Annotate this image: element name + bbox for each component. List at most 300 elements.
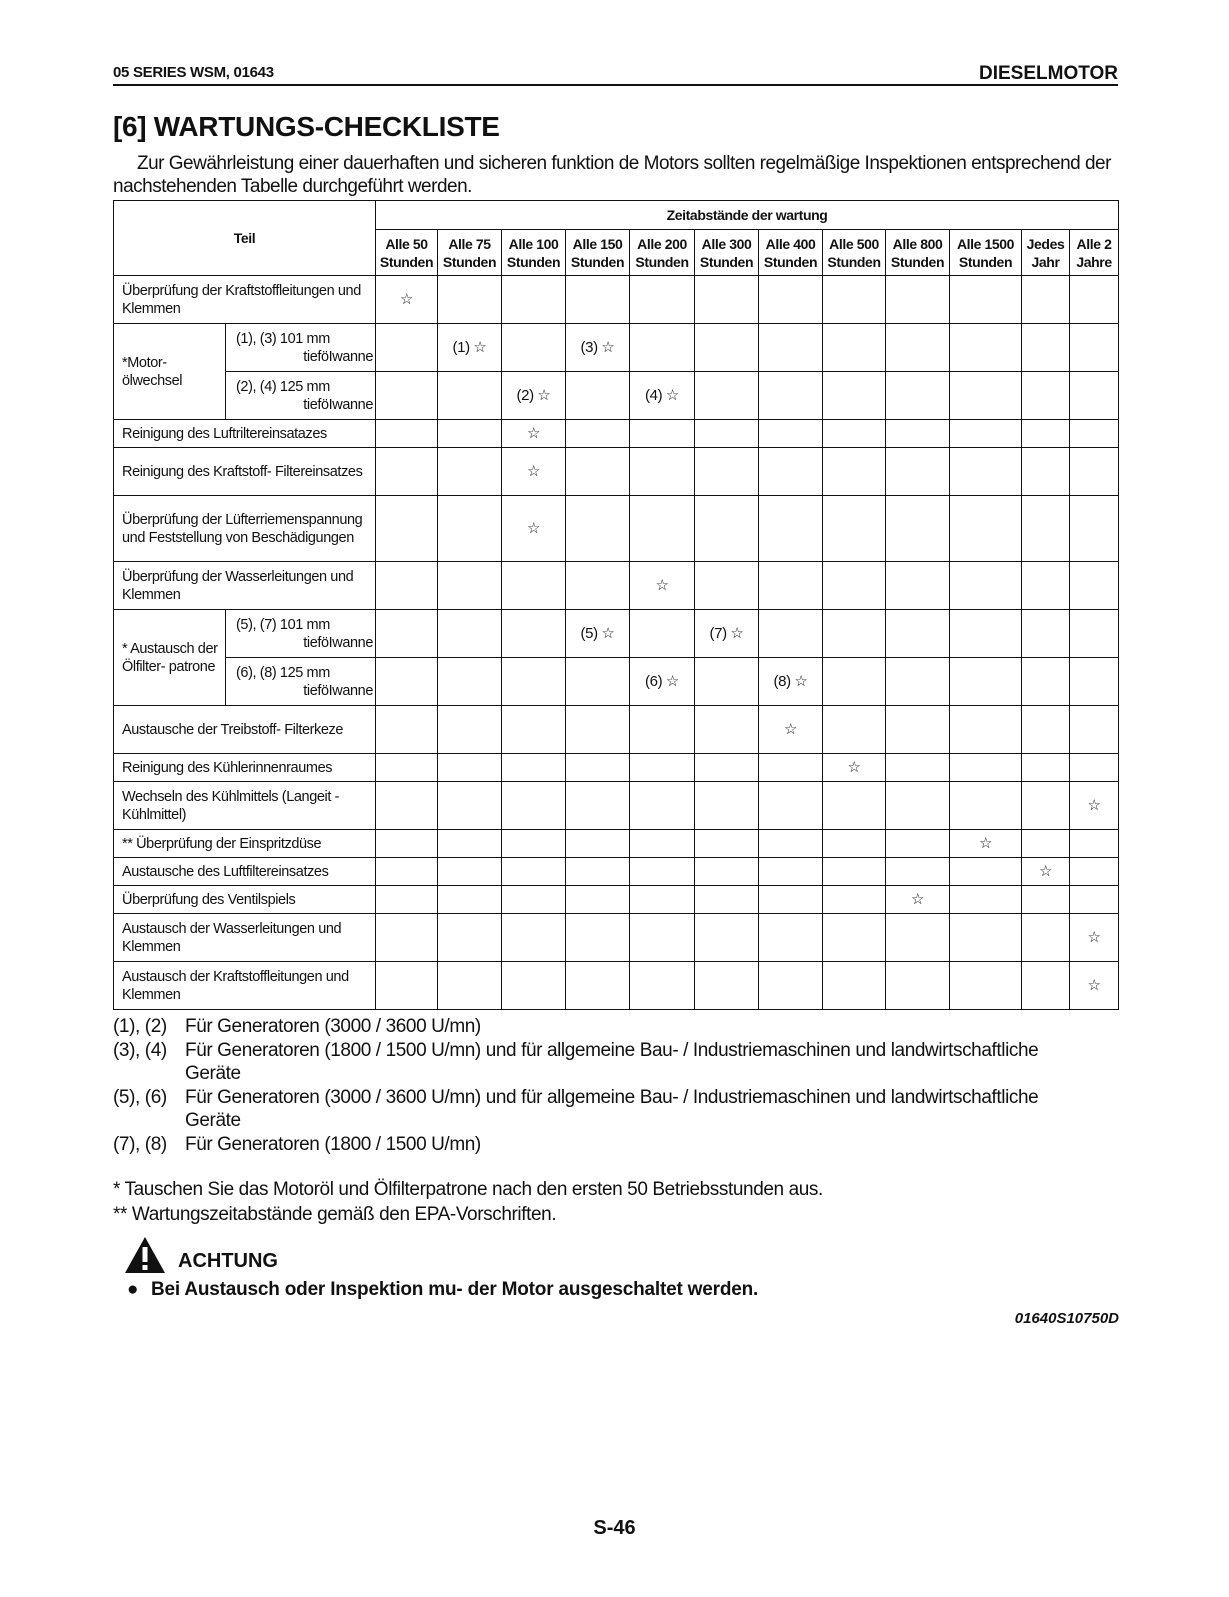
interval-cell <box>886 962 950 1010</box>
footnote-label: (5), (6) <box>113 1087 167 1108</box>
interval-cell <box>1070 754 1119 782</box>
interval-unit: Stunden <box>379 253 434 270</box>
part-label: Überprüfung des Ventilspiels <box>114 886 376 914</box>
interval-unit: Jahr <box>1031 253 1060 270</box>
interval-cell <box>759 610 823 658</box>
interval-cell <box>1022 658 1070 706</box>
interval-cell <box>376 782 438 830</box>
footnote-text: Für Generatoren (3000 / 3600 U/mn) <box>185 1016 481 1037</box>
interval-column-header <box>759 230 823 276</box>
interval-mark: ☆ <box>1070 962 1119 1010</box>
interval-cell <box>759 830 823 858</box>
footnote-continuation: Geräte <box>185 1110 241 1131</box>
interval-cell <box>1022 496 1070 562</box>
interval-cell <box>566 562 630 610</box>
interval-cell <box>1070 858 1119 886</box>
interval-cell <box>950 914 1022 962</box>
table-row <box>114 324 1119 372</box>
interval-cell <box>695 754 759 782</box>
interval-cell <box>823 420 886 448</box>
interval-cell <box>695 914 759 962</box>
footnote-label: (3), (4) <box>113 1040 167 1061</box>
interval-cell <box>566 706 630 754</box>
interval-cell <box>630 914 695 962</box>
interval-cell <box>695 830 759 858</box>
part-group-label: *Motor- ölwechsel <box>114 324 226 420</box>
interval-column-header <box>823 230 886 276</box>
interval-cell <box>823 858 886 886</box>
footnote <box>113 1133 1123 1156</box>
interval-cell <box>950 754 1022 782</box>
interval-cell <box>695 496 759 562</box>
interval-cell <box>950 420 1022 448</box>
interval-cell <box>376 610 438 658</box>
table-row <box>114 562 1119 610</box>
interval-cell <box>376 658 438 706</box>
table-row <box>114 754 1119 782</box>
interval-cell <box>502 962 566 1010</box>
interval-cell <box>438 754 502 782</box>
interval-cell <box>438 372 502 420</box>
interval-unit: Stunden <box>763 253 818 270</box>
table-row <box>114 448 1119 496</box>
interval-cell <box>1070 886 1119 914</box>
header-doc-id: 05 SERIES WSM, 01643 <box>113 64 274 81</box>
interval-cell <box>438 562 502 610</box>
interval-cell <box>502 754 566 782</box>
interval-cell <box>950 962 1022 1010</box>
interval-cell <box>823 886 886 914</box>
part-sub-label <box>226 610 376 658</box>
table-row <box>114 276 1119 324</box>
interval-cell <box>566 858 630 886</box>
interval-cell <box>438 448 502 496</box>
interval-cell <box>502 706 566 754</box>
sub-label-line1: (2), (4) 125 mm <box>236 378 330 395</box>
bullet-icon: ● <box>127 1279 139 1300</box>
interval-mark: (6) ☆ <box>630 658 695 706</box>
part-label: Reinigung des Kühlerinnenraumes <box>114 754 376 782</box>
interval-cell <box>823 496 886 562</box>
interval-cell <box>502 782 566 830</box>
interval-cell <box>886 324 950 372</box>
table-row <box>114 886 1119 914</box>
interval-cell <box>759 754 823 782</box>
warning-triangle-icon <box>124 1236 166 1279</box>
interval-cell <box>886 276 950 324</box>
interval-cell <box>886 448 950 496</box>
interval-label: Alle 100 <box>508 235 559 252</box>
interval-label: Jedes <box>1026 235 1065 252</box>
interval-cell <box>566 496 630 562</box>
interval-cell <box>566 754 630 782</box>
interval-cell <box>823 276 886 324</box>
interval-unit: Stunden <box>958 253 1013 270</box>
sub-label-line1: (5), (7) 101 mm <box>236 616 330 633</box>
table-row <box>114 858 1119 886</box>
table-row <box>114 914 1119 962</box>
interval-cell <box>695 886 759 914</box>
interval-mark: ☆ <box>630 562 695 610</box>
part-label: ** Überprüfung der Einspritzdüse <box>114 830 376 858</box>
interval-cell <box>630 496 695 562</box>
interval-cell <box>1022 886 1070 914</box>
interval-mark: (5) ☆ <box>566 610 630 658</box>
interval-mark: ☆ <box>759 706 823 754</box>
table-row <box>114 610 1119 658</box>
interval-cell <box>630 886 695 914</box>
interval-cell <box>759 782 823 830</box>
interval-cell <box>950 324 1022 372</box>
interval-cell <box>1022 754 1070 782</box>
part-label: Wechseln des Kühlmittels (Langeit - Kühlmittel) <box>114 782 376 830</box>
interval-cell <box>823 610 886 658</box>
interval-cell <box>950 372 1022 420</box>
footnote <box>113 1015 1123 1038</box>
interval-cell <box>438 420 502 448</box>
interval-cell <box>438 706 502 754</box>
warning-label: ACHTUNG <box>178 1250 278 1272</box>
interval-column-header <box>438 230 502 276</box>
table-row <box>114 706 1119 754</box>
part-label: Austausch der Wasserleitungen und Klemmen <box>114 914 376 962</box>
interval-cell <box>1070 324 1119 372</box>
interval-cell <box>438 858 502 886</box>
interval-cell <box>950 448 1022 496</box>
footnote-text: Für Generatoren (1800 / 1500 U/mn) <box>185 1134 481 1155</box>
interval-column-header <box>695 230 759 276</box>
interval-cell <box>1022 372 1070 420</box>
interval-column-header <box>630 230 695 276</box>
part-group-label: * Austausch der Ölfilter- patrone <box>114 610 226 706</box>
interval-cell <box>630 610 695 658</box>
interval-mark: ☆ <box>950 830 1022 858</box>
interval-cell <box>695 324 759 372</box>
interval-cell <box>695 706 759 754</box>
sub-label-line2: tieföIwanne <box>303 396 374 413</box>
interval-mark: ☆ <box>502 448 566 496</box>
interval-unit: Jahre <box>1076 253 1112 270</box>
interval-cell <box>566 886 630 914</box>
interval-unit: Stunden <box>699 253 754 270</box>
interval-cell <box>1070 372 1119 420</box>
interval-cell <box>566 420 630 448</box>
interval-cell <box>438 658 502 706</box>
interval-cell <box>886 372 950 420</box>
interval-header: Zeitabstände der wartung <box>376 201 1119 230</box>
interval-cell <box>1070 562 1119 610</box>
interval-cell <box>502 914 566 962</box>
interval-mark: (2) ☆ <box>502 372 566 420</box>
interval-column-header <box>1022 230 1070 276</box>
interval-cell <box>759 914 823 962</box>
interval-label: Alle 500 <box>829 235 879 252</box>
interval-cell <box>502 830 566 858</box>
sub-label-line2: tieföIwanne <box>303 348 374 365</box>
note-epa: ** Wartungszeitabstände gemäß den EPA-Vorschriften. <box>113 1204 557 1225</box>
interval-cell <box>502 324 566 372</box>
interval-cell <box>1070 448 1119 496</box>
table-row <box>114 420 1119 448</box>
interval-cell <box>759 420 823 448</box>
table-row <box>114 658 1119 706</box>
part-sub-label <box>226 372 376 420</box>
interval-mark: ☆ <box>1070 782 1119 830</box>
interval-label: Alle 2 <box>1076 235 1112 252</box>
interval-cell <box>695 276 759 324</box>
interval-column-header <box>502 230 566 276</box>
interval-unit: Stunden <box>890 253 945 270</box>
interval-cell <box>695 962 759 1010</box>
interval-cell <box>1022 706 1070 754</box>
interval-unit: Stunden <box>570 253 625 270</box>
interval-cell <box>1070 658 1119 706</box>
sub-label-line2: tieföIwanne <box>303 682 374 699</box>
interval-mark: ☆ <box>1070 914 1119 962</box>
interval-cell <box>566 782 630 830</box>
interval-cell <box>376 324 438 372</box>
interval-cell <box>630 324 695 372</box>
interval-cell <box>950 782 1022 830</box>
interval-column-header <box>1070 230 1119 276</box>
interval-cell <box>695 562 759 610</box>
interval-cell <box>759 324 823 372</box>
interval-cell <box>759 962 823 1010</box>
sub-label-line2: tieföIwanne <box>303 634 374 651</box>
interval-cell <box>1070 610 1119 658</box>
interval-column-header <box>886 230 950 276</box>
part-label: Austausche des Luftfiltereinsatzes <box>114 858 376 886</box>
interval-cell <box>630 420 695 448</box>
header-rule <box>113 84 1118 86</box>
interval-cell <box>886 496 950 562</box>
interval-cell <box>1070 830 1119 858</box>
interval-cell <box>1070 276 1119 324</box>
interval-cell <box>566 914 630 962</box>
interval-cell <box>630 276 695 324</box>
interval-cell <box>376 562 438 610</box>
interval-cell <box>630 754 695 782</box>
interval-cell <box>566 372 630 420</box>
interval-unit: Stunden <box>506 253 561 270</box>
interval-cell <box>376 886 438 914</box>
interval-column-header <box>566 230 630 276</box>
interval-label: Alle 400 <box>765 235 816 252</box>
intro-text: Zur Gewährleistung einer dauerhaften und sicheren funktion de Motors sollten regelmäßige Inspektionen entsprechend der nachstehenden Tabelle durchgeführt werden. <box>113 153 1111 197</box>
part-sub-label <box>226 658 376 706</box>
interval-cell <box>376 962 438 1010</box>
table-row <box>114 496 1119 562</box>
interval-mark: ☆ <box>376 276 438 324</box>
table-row <box>114 962 1119 1010</box>
interval-cell <box>823 914 886 962</box>
interval-cell <box>566 830 630 858</box>
interval-column-header <box>376 230 438 276</box>
interval-cell <box>950 658 1022 706</box>
interval-cell <box>950 610 1022 658</box>
interval-mark: ☆ <box>886 886 950 914</box>
interval-cell <box>376 858 438 886</box>
warning-text <box>127 1279 758 1301</box>
interval-cell <box>630 706 695 754</box>
interval-cell <box>566 962 630 1010</box>
interval-label: Alle 800 <box>892 235 943 252</box>
interval-cell <box>950 496 1022 562</box>
interval-mark: ☆ <box>1022 858 1070 886</box>
interval-cell <box>950 276 1022 324</box>
interval-cell <box>438 276 502 324</box>
interval-cell <box>1022 782 1070 830</box>
part-label: Austausch der Kraftstoffleitungen und Klemmen <box>114 962 376 1010</box>
footnote-continuation: Geräte <box>185 1063 241 1084</box>
part-label: Austausche der Treibstoff- Filterkeze <box>114 706 376 754</box>
interval-cell <box>438 782 502 830</box>
interval-cell <box>823 830 886 858</box>
interval-cell <box>630 448 695 496</box>
page-number: S-46 <box>593 1517 636 1539</box>
part-header: Teil <box>114 201 376 276</box>
interval-cell <box>759 496 823 562</box>
interval-cell <box>1022 830 1070 858</box>
interval-mark: ☆ <box>823 754 886 782</box>
interval-unit: Stunden <box>442 253 497 270</box>
interval-unit: Stunden <box>827 253 881 270</box>
interval-cell <box>438 830 502 858</box>
interval-mark: (8) ☆ <box>759 658 823 706</box>
interval-cell <box>823 324 886 372</box>
interval-cell <box>1070 496 1119 562</box>
part-label: Reinigung des Luftriltereinsatazes <box>114 420 376 448</box>
interval-mark: (7) ☆ <box>695 610 759 658</box>
interval-label: Alle 1500 <box>956 235 1015 252</box>
interval-cell <box>886 830 950 858</box>
interval-cell <box>376 706 438 754</box>
interval-cell <box>695 782 759 830</box>
header-section: DIESELMOTOR <box>979 63 1118 84</box>
interval-cell <box>886 420 950 448</box>
footnote-label: (7), (8) <box>113 1134 167 1155</box>
interval-cell <box>1070 706 1119 754</box>
interval-cell <box>695 658 759 706</box>
interval-cell <box>502 886 566 914</box>
interval-cell <box>1022 448 1070 496</box>
interval-cell <box>886 914 950 962</box>
interval-column-header <box>950 230 1022 276</box>
interval-cell <box>1070 420 1119 448</box>
interval-mark: (1) ☆ <box>438 324 502 372</box>
interval-cell <box>695 858 759 886</box>
interval-cell <box>950 886 1022 914</box>
interval-unit: Stunden <box>635 253 689 270</box>
note-first-50h: * Tauschen Sie das Motoröl und Ölfilterpatrone nach den ersten 50 Betriebsstunden aus. <box>113 1179 823 1200</box>
interval-cell <box>823 372 886 420</box>
part-label: Überprüfung der Lüfterriemenspannung und Feststellung von Beschädigungen <box>114 496 376 562</box>
intro-paragraph <box>113 152 1123 198</box>
table-row <box>114 782 1119 830</box>
interval-cell <box>630 782 695 830</box>
interval-cell <box>1022 562 1070 610</box>
footnote-text: Für Generatoren (3000 / 3600 U/mn) und für allgemeine Bau- / Industriemaschinen und landwirtschaftliche <box>185 1087 1039 1108</box>
interval-cell <box>438 886 502 914</box>
interval-cell <box>502 610 566 658</box>
interval-cell <box>566 448 630 496</box>
interval-cell <box>438 914 502 962</box>
interval-cell <box>502 858 566 886</box>
interval-cell <box>886 658 950 706</box>
interval-cell <box>438 962 502 1010</box>
interval-label: Alle 300 <box>701 235 752 252</box>
interval-label: Alle 150 <box>572 235 623 252</box>
interval-cell <box>376 420 438 448</box>
interval-cell <box>759 858 823 886</box>
interval-cell <box>502 562 566 610</box>
interval-cell <box>566 276 630 324</box>
interval-cell <box>950 858 1022 886</box>
interval-cell <box>759 372 823 420</box>
maintenance-checklist-table <box>113 200 1119 1010</box>
interval-label: Alle 75 <box>448 235 491 252</box>
table-row <box>114 830 1119 858</box>
interval-cell <box>823 562 886 610</box>
interval-mark: (4) ☆ <box>630 372 695 420</box>
interval-cell <box>886 782 950 830</box>
sub-label-line1: (1), (3) 101 mm <box>236 330 330 347</box>
part-label: Reinigung des Kraftstoff- Filtereinsatzes <box>114 448 376 496</box>
interval-cell <box>502 276 566 324</box>
interval-cell <box>759 276 823 324</box>
interval-cell <box>1022 962 1070 1010</box>
interval-cell <box>759 448 823 496</box>
interval-cell <box>438 610 502 658</box>
interval-cell <box>950 706 1022 754</box>
interval-cell <box>759 886 823 914</box>
interval-cell <box>886 562 950 610</box>
interval-cell <box>823 782 886 830</box>
interval-cell <box>1022 914 1070 962</box>
interval-cell <box>886 610 950 658</box>
interval-cell <box>376 914 438 962</box>
document-code: 01640S10750D <box>1014 1310 1119 1327</box>
footnote-text: Für Generatoren (1800 / 1500 U/mn) und für allgemeine Bau- / Industriemaschinen und landwirtschaftliche <box>185 1040 1039 1061</box>
footnote <box>113 1039 1123 1085</box>
interval-cell <box>823 448 886 496</box>
interval-cell <box>1022 610 1070 658</box>
interval-cell <box>502 658 566 706</box>
interval-cell <box>886 706 950 754</box>
interval-cell <box>630 962 695 1010</box>
interval-mark: ☆ <box>502 420 566 448</box>
interval-cell <box>376 496 438 562</box>
interval-cell <box>566 658 630 706</box>
interval-cell <box>695 448 759 496</box>
interval-cell <box>759 562 823 610</box>
footnote <box>113 1086 1123 1132</box>
part-sub-label <box>226 324 376 372</box>
interval-label: Alle 50 <box>385 235 428 252</box>
interval-cell <box>376 372 438 420</box>
part-label: Überprüfung der Wasserleitungen und Klemmen <box>114 562 376 610</box>
interval-mark: ☆ <box>502 496 566 562</box>
warning-text-body: Bei Austausch oder Inspektion mu- der Motor ausgeschaltet werden. <box>151 1279 759 1300</box>
interval-cell <box>823 706 886 754</box>
interval-cell <box>823 962 886 1010</box>
interval-cell <box>376 448 438 496</box>
interval-cell <box>886 754 950 782</box>
interval-cell <box>630 830 695 858</box>
interval-cell <box>630 858 695 886</box>
sub-label-line1: (6), (8) 125 mm <box>236 664 330 681</box>
interval-cell <box>1022 420 1070 448</box>
